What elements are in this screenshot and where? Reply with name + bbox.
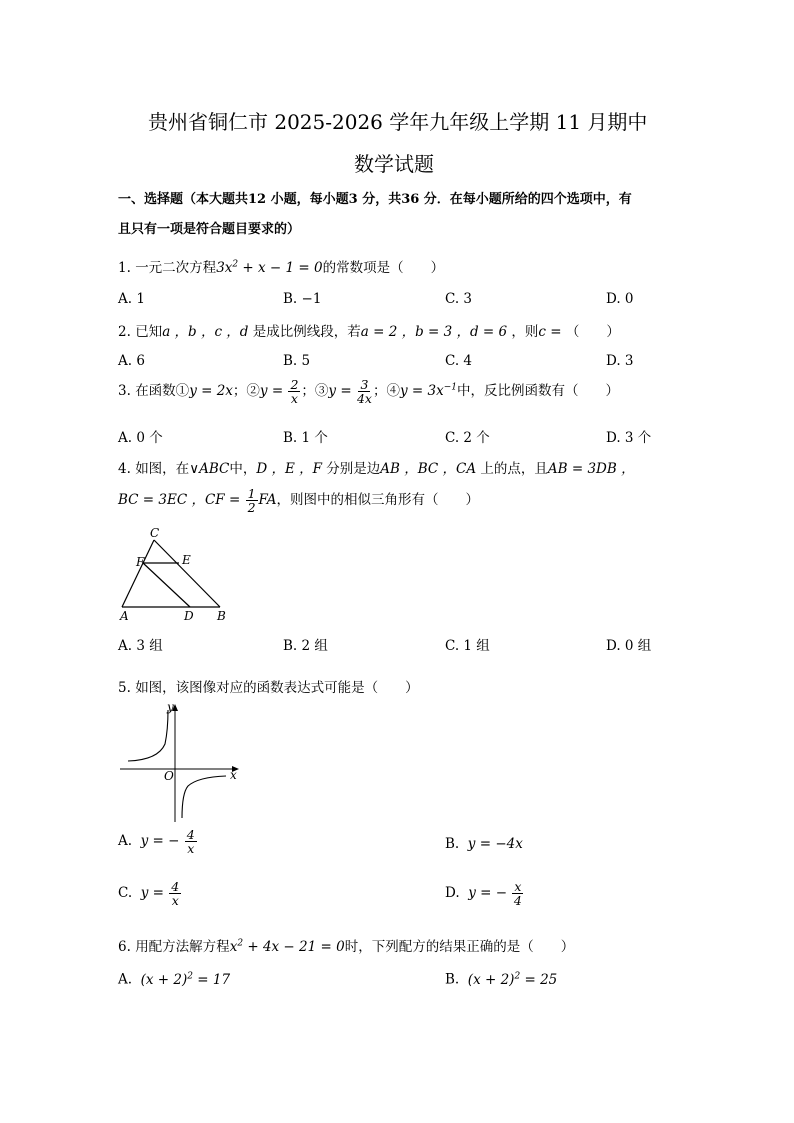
option-label: A. <box>118 971 133 988</box>
section-heading: 一、选择题（本大题共12 小题，每小题3 分，共36 分．在每小题所给的四个选项中，有 <box>118 192 632 207</box>
option-b[interactable] <box>445 971 557 988</box>
question-text: 如图，该图像对应的函数表达式可能是（ ） <box>135 680 419 696</box>
function-4: $y = 3x^{-1}$ <box>399 382 457 400</box>
section-heading-cont: 且只有一项是符合题目要求的） <box>118 222 301 237</box>
option-expression: y = $\frac{4}{x}$ <box>136 879 180 909</box>
option-d[interactable] <box>445 880 524 907</box>
question-text: 上的点，且 <box>480 461 548 477</box>
label-a: A <box>120 609 129 623</box>
points: D ，E ，F <box>256 461 327 477</box>
question-number: 1. <box>118 260 131 276</box>
option-c[interactable]: C. 1 组 <box>445 638 490 654</box>
option-a[interactable] <box>118 971 230 988</box>
option-b[interactable]: B. 5 <box>283 353 311 369</box>
question-5 <box>118 676 419 696</box>
question-number: 3. <box>118 383 131 400</box>
option-c[interactable] <box>118 880 182 907</box>
question-number: 5. <box>118 680 131 696</box>
question-2 <box>118 320 620 340</box>
variables: a ，b ，c ，d <box>162 324 253 340</box>
option-b[interactable]: B. −1 <box>283 291 322 307</box>
option-expression: y = −4x <box>463 836 523 852</box>
function-2: y = $\frac{2}{x}$ <box>259 377 299 407</box>
question-text: ，则图中的相似三角形有（ ） <box>276 492 479 509</box>
option-c[interactable]: C. 2 个 <box>445 430 490 446</box>
option-b[interactable] <box>445 836 523 852</box>
option-expression: y = − $\frac{4}{x}$ <box>136 827 195 857</box>
question-text: 分别是边 <box>326 461 381 477</box>
option-a[interactable]: A. 1 <box>118 291 145 307</box>
triangle-label: ∨ABC <box>189 461 230 477</box>
question-text: ，则 <box>511 324 539 340</box>
label-f: F <box>136 555 145 569</box>
equation: $3x^2 + x - 1 = 0$ <box>216 259 323 276</box>
sides: AB ，BC ，CA <box>380 461 481 477</box>
option-d[interactable]: D. 0 <box>606 291 634 307</box>
option-label: D. <box>445 885 460 902</box>
label-d: D <box>184 609 194 623</box>
question-4 <box>118 457 635 477</box>
question-3: 3. 在函数①y = 2x；②y = $\frac{2}{x}$ ；③y = $\frac{3}{4x}$ ；④y = $3x^{-1}$中，反比例函数有（ ） <box>118 377 619 407</box>
equation: c = <box>538 324 566 340</box>
option-label: B. <box>445 836 460 852</box>
option-label: B. <box>445 971 460 988</box>
option-a[interactable]: A. 6 <box>118 353 145 369</box>
equation: BC = 3EC ，CF = $\frac{1}{2}$ FA <box>118 486 277 516</box>
question-text: 中， <box>229 461 257 477</box>
option-d[interactable]: D. 3 个 <box>606 430 652 446</box>
question-text: （ ） <box>565 324 620 340</box>
label-c: C <box>150 526 160 540</box>
question-text: 已知 <box>135 324 163 340</box>
option-c[interactable]: C. 3 <box>445 291 473 307</box>
question-1 <box>118 256 444 276</box>
axis-label-x: x <box>230 768 237 782</box>
question-text: 用配方法解方程 <box>135 939 230 955</box>
question-text: 是成比例线段，若 <box>252 324 361 340</box>
question-text: 的常数项是（ ） <box>322 260 445 276</box>
page-subtitle: 数学试题 <box>354 152 434 176</box>
label-e: E <box>182 553 191 567</box>
question-text: 时，下列配方的结果正确的是（ ） <box>344 939 575 955</box>
hyperbola-graph <box>118 700 243 825</box>
equation: $x^2 + 4x - 21 = 0$ <box>229 938 345 955</box>
function-1: y = 2x <box>189 383 233 400</box>
option-b[interactable]: B. 1 个 <box>283 430 328 446</box>
page-title: 贵州省铜仁市 2025-2026 学年九年级上学期 11 月期中 <box>148 110 648 134</box>
origin-label: O <box>164 769 174 783</box>
option-c[interactable]: C. 4 <box>445 353 473 369</box>
option-expression: $(x + 2)^2 = 25$ <box>463 971 558 988</box>
option-label: C. <box>118 885 133 902</box>
option-a[interactable]: A. 0 个 <box>118 430 163 446</box>
option-d[interactable]: D. 0 组 <box>606 638 652 654</box>
option-b[interactable]: B. 2 组 <box>283 638 328 654</box>
option-a[interactable] <box>118 828 198 855</box>
option-label: A. <box>118 833 133 850</box>
axis-label-y: y <box>167 700 174 714</box>
label-b: B <box>217 609 226 623</box>
option-expression: y = − $\frac{x}{4}$ <box>463 879 522 909</box>
option-expression: $(x + 2)^2 = 17$ <box>136 971 231 988</box>
question-number: 6. <box>118 939 131 955</box>
question-number: 4. <box>118 461 131 477</box>
option-a[interactable]: A. 3 组 <box>118 638 163 654</box>
question-text: 中，反比例函数有（ ） <box>456 383 619 400</box>
function-3: y = $\frac{3}{4x}$ <box>328 377 372 407</box>
triangle-figure <box>110 524 240 624</box>
equation: a = 2 ，b = 3 ，d = 6 <box>360 324 512 340</box>
question-text: 一元二次方程 <box>135 260 217 276</box>
question-4-line2 <box>118 487 479 514</box>
question-text: 在函数① <box>135 383 190 400</box>
option-d[interactable]: D. 3 <box>606 353 634 369</box>
equation: AB = 3DB ， <box>547 461 635 477</box>
question-6 <box>118 935 574 955</box>
question-number: 2. <box>118 324 131 340</box>
question-text: 如图，在 <box>135 461 190 477</box>
